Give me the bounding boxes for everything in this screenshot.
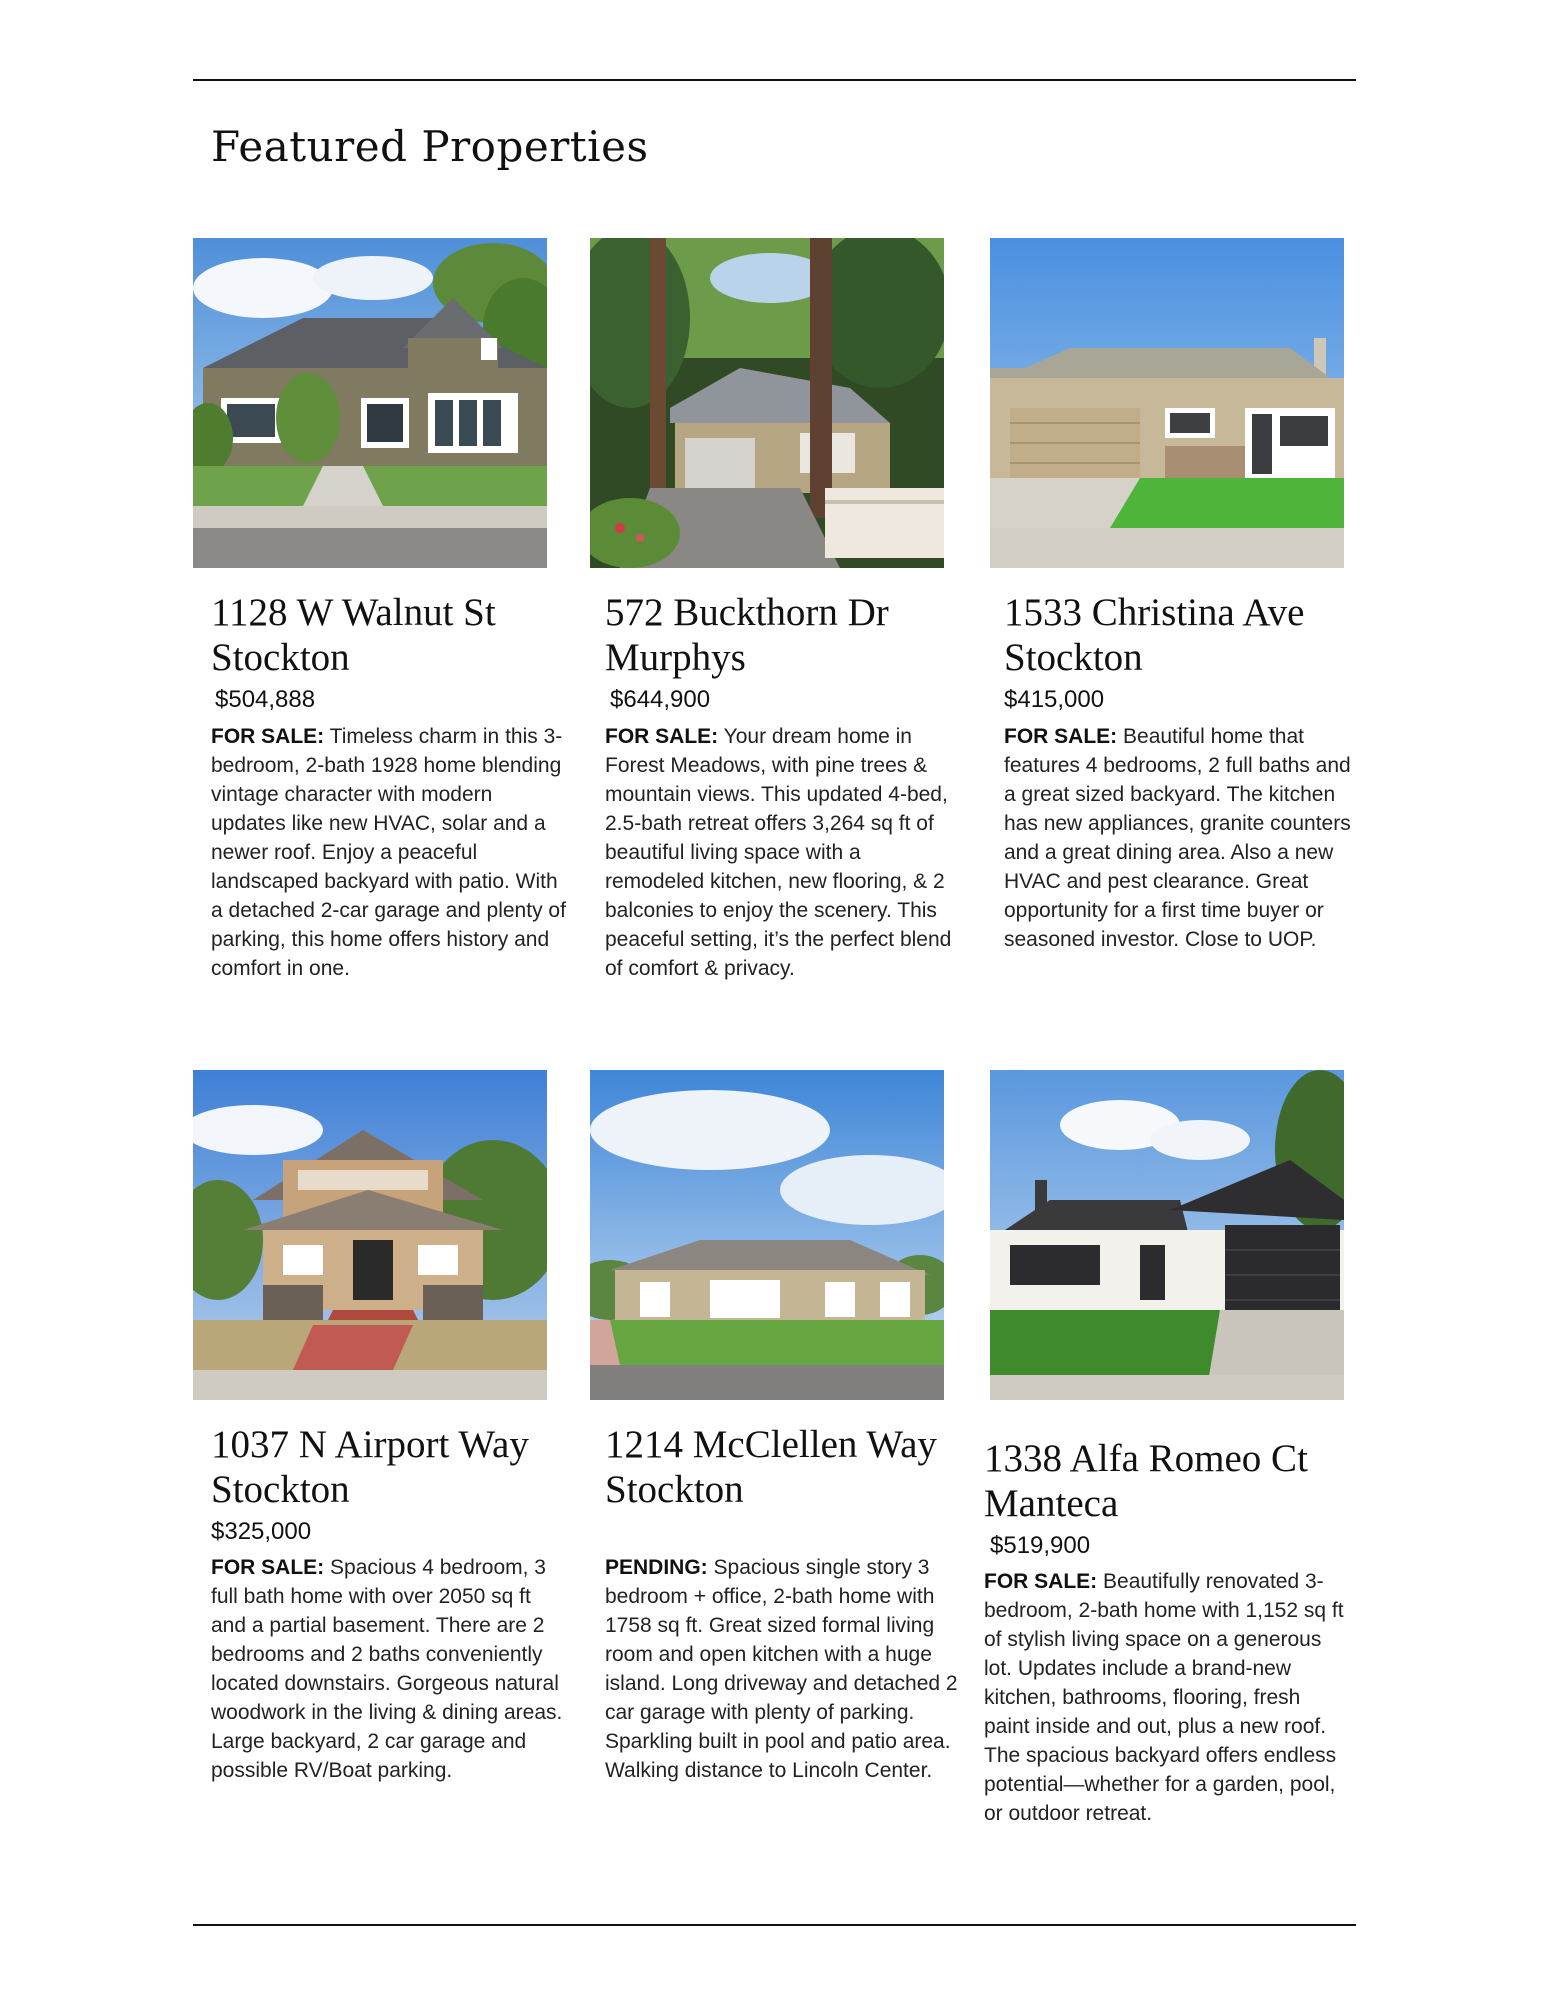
listing-address bbox=[211, 1422, 591, 1512]
listing-address bbox=[211, 590, 591, 680]
address-line2: Stockton bbox=[211, 636, 350, 679]
address-line1: 572 Buckthorn Dr bbox=[605, 591, 889, 634]
listing-price: $644,900 bbox=[610, 686, 711, 713]
page-title: Featured Properties bbox=[211, 122, 649, 171]
status-label: FOR SALE: bbox=[211, 725, 325, 748]
listing-description bbox=[984, 1567, 1344, 1828]
status-label: FOR SALE: bbox=[984, 1570, 1098, 1593]
address-line1: 1338 Alfa Romeo Ct bbox=[984, 1437, 1308, 1480]
house-photo[interactable] bbox=[193, 238, 547, 568]
listing-address bbox=[605, 590, 985, 680]
listing-description bbox=[605, 722, 965, 983]
description-text: Spacious 4 bedroom, 3 full bath home with over 2050 sq ft and a partial basement. There are 2 bedrooms and 2 baths conveniently located downstairs. Gorgeous natural woodwork in the living & dining areas. Large backyard, 2 car garage and possible RV/Boat parking. bbox=[211, 1556, 563, 1782]
listing-description bbox=[1004, 722, 1364, 954]
description-text: Beautifully renovated 3-bedroom, 2-bath home with 1,152 sq ft of stylish living space on a generous lot. Updates include a brand-new kitchen, bathrooms, flooring, fresh paint inside and out, plus a new roof. The spacious backyard offers endless potential—whether for a garden, pool, or outdoor retreat. bbox=[984, 1570, 1344, 1825]
listing-address bbox=[605, 1422, 985, 1512]
house-photo[interactable] bbox=[193, 1070, 547, 1400]
address-line2: Manteca bbox=[984, 1482, 1119, 1525]
listing-price: $504,888 bbox=[215, 686, 316, 713]
description-text: Your dream home in Forest Meadows, with pine trees & mountain views. This updated 4-bed, 2.5-bath retreat offers 3,264 sq ft of beautiful living space with a remodeled kitchen, new flooring, & 2 balconies to enjoy the scenery. This peaceful setting, it’s the perfect blend of comfort & privacy. bbox=[605, 725, 952, 980]
address-line2: Stockton bbox=[1004, 636, 1143, 679]
listing-description bbox=[605, 1553, 965, 1785]
description-text: Timeless charm in this 3-bedroom, 2-bath 1928 home blending vintage character with modern updates like new HVAC, solar and a newer roof. Enjoy a peaceful landscaped backyard with patio. With a detached 2-car garage and plenty of parking, this home offers history and comfort in one. bbox=[211, 725, 566, 980]
address-line2: Stockton bbox=[605, 1468, 744, 1511]
description-text: Beautiful home that features 4 bedrooms, 2 full baths and a great sized backyard. The kitchen has new appliances, granite counters and a great dining area. Also a new HVAC and pest clearance. Great opportunity for a first time buyer or seasoned investor. Close to UOP. bbox=[1004, 725, 1351, 951]
bottom-divider bbox=[193, 1924, 1356, 1926]
address-line2: Murphys bbox=[605, 636, 746, 679]
listing-description bbox=[211, 1553, 571, 1785]
listing-price: $415,000 bbox=[1004, 686, 1105, 713]
listing-price: $519,900 bbox=[990, 1532, 1091, 1559]
status-label: PENDING: bbox=[605, 1556, 708, 1579]
listing-address bbox=[984, 1436, 1364, 1526]
address-line1: 1214 McClellen Way bbox=[605, 1423, 937, 1466]
listing-price: $325,000 bbox=[211, 1518, 312, 1545]
address-line2: Stockton bbox=[211, 1468, 350, 1511]
listing-description bbox=[211, 722, 571, 983]
status-label: FOR SALE: bbox=[605, 725, 719, 748]
listing-address bbox=[1004, 590, 1384, 680]
status-label: FOR SALE: bbox=[1004, 725, 1118, 748]
status-label: FOR SALE: bbox=[211, 1556, 325, 1579]
house-photo[interactable] bbox=[990, 1070, 1344, 1400]
house-photo[interactable] bbox=[990, 238, 1344, 568]
address-line1: 1128 W Walnut St bbox=[211, 591, 496, 634]
address-line1: 1533 Christina Ave bbox=[1004, 591, 1305, 634]
description-text: Spacious single story 3 bedroom + office, 2-bath home with 1758 sq ft. Great sized formal living room and open kitchen with a huge island. Long driveway and detached 2 car garage with plenty of parking. Sparkling built in pool and patio area. Walking distance to Lincoln Center. bbox=[605, 1556, 958, 1782]
house-photo[interactable] bbox=[590, 1070, 944, 1400]
house-photo[interactable] bbox=[590, 238, 944, 568]
address-line1: 1037 N Airport Way bbox=[211, 1423, 529, 1466]
top-divider bbox=[193, 79, 1356, 81]
